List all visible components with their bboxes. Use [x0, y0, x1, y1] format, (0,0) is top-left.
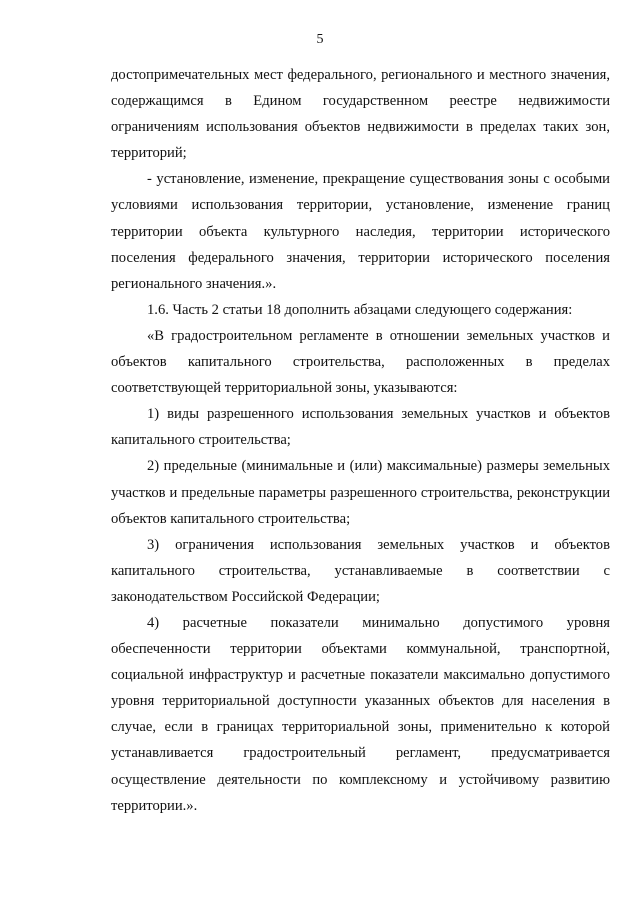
paragraph-quote-intro: «В градостроительном регламенте в отношении земельных участков и объектов капитального строительства, расположенных в пределах соответствующей территориальной зоны, указываются:	[111, 327, 610, 397]
paragraph-continuation: достопримечательных мест федерального, регионального и местного значения, содержащимся в Едином государственном реестре недвижимости ограничениям использования объектов недвижимости в пределах таких зон, территорий;	[111, 67, 610, 162]
document-body	[111, 62, 610, 819]
paragraph-list-item-dash: - установление, изменение, прекращение существования зоны с особыми условиями использования территории, установление, изменение границ территории объекта культурного наследия, территории исторического поселения федерального значения, территории исторического поселения регионального значения.».	[111, 171, 610, 292]
paragraph-item-2: 2) предельные (минимальные и (или) максимальные) размеры земельных участков и предельные параметры разрешенного строительства, реконструкции объектов капитального строительства;	[111, 458, 610, 527]
paragraph-amendment-heading: 1.6. Часть 2 статьи 18 дополнить абзацами следующего содержания:	[147, 301, 573, 318]
page-number: 5	[316, 32, 324, 47]
paragraph-item-1: 1) виды разрешенного использования земельных участков и объектов капитального строительства;	[111, 406, 610, 449]
paragraph-item-4: 4) расчетные показатели минимально допустимого уровня обеспеченности территории объектами коммунальной, транспортной, социальной инфраструктур и расчетные показатели максимально допустимого уровня территориальной доступности указанных объектов для населения в случае, если в границах территориальной зоны, применительно к которой устанавливается градостроительный регламент, предусматривается осуществление деятельности по комплексному и устойчивому развитию территории.».	[111, 614, 610, 814]
paragraph-item-3: 3) ограничения использования земельных участков и объектов капитального строительства, устанавливаемые в соответствии с законодательством Российской Федерации;	[111, 536, 610, 605]
